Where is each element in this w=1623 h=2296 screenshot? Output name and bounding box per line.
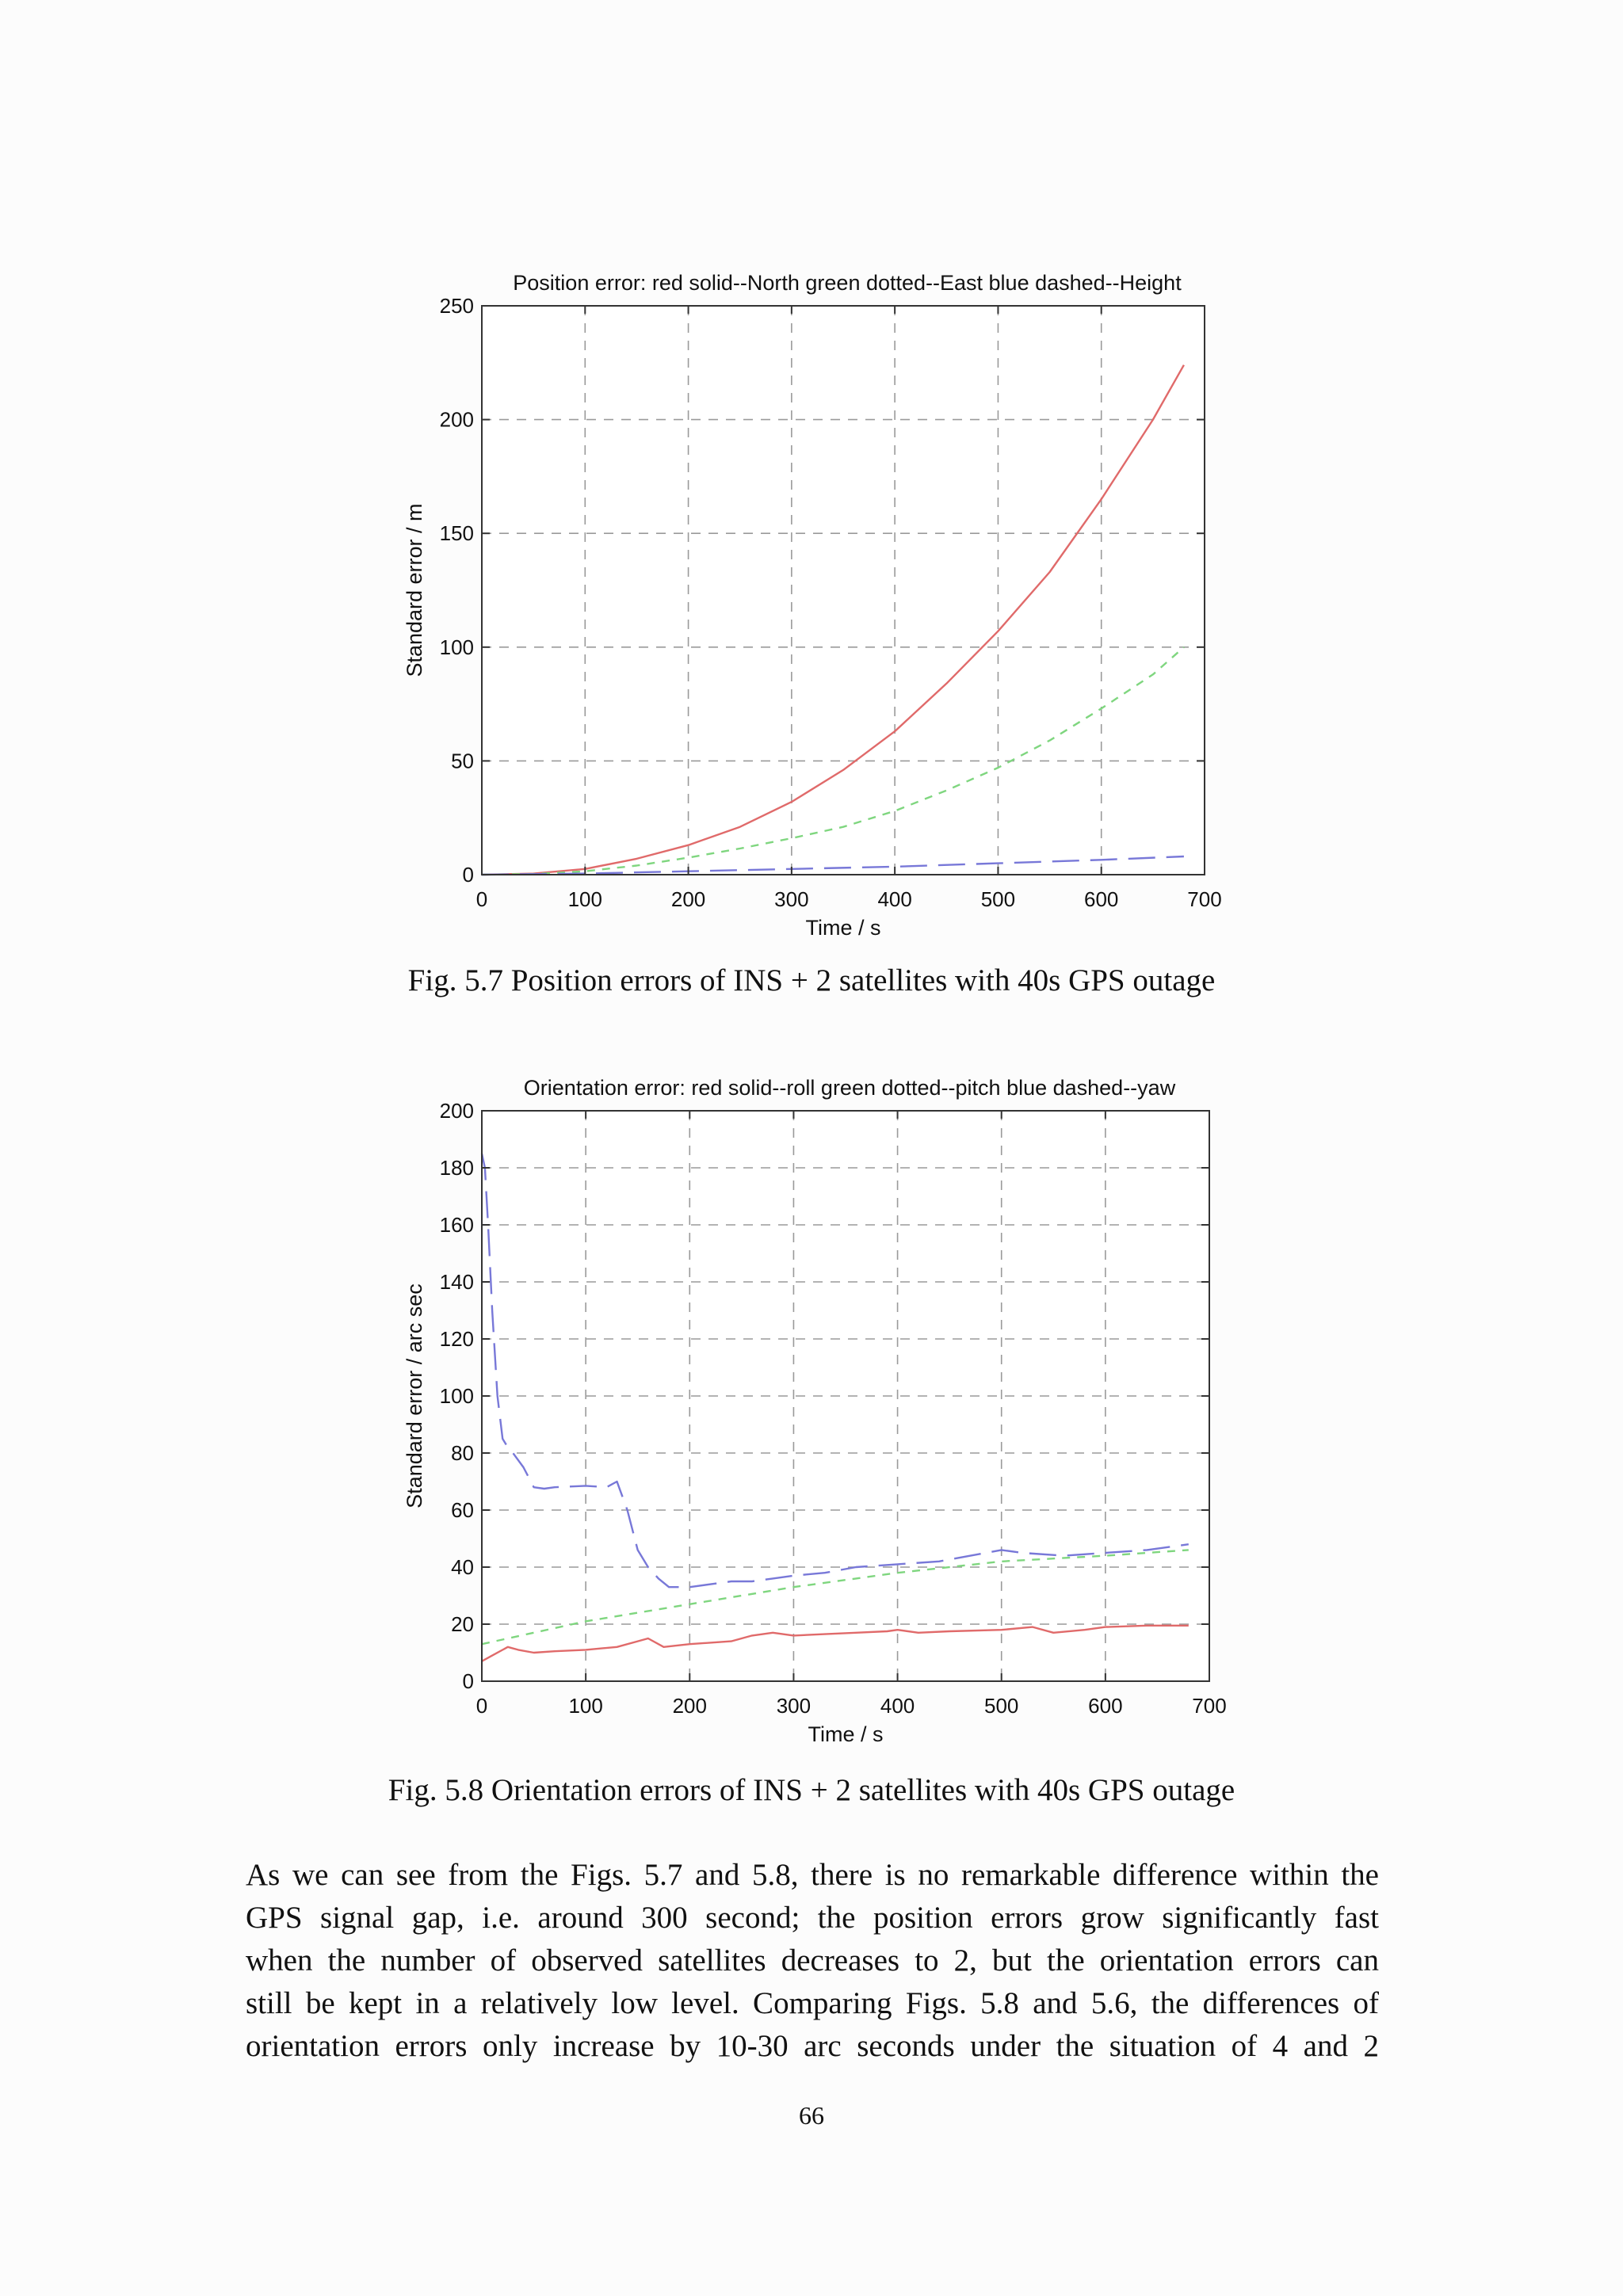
y-tick-label: 20 <box>451 1612 474 1636</box>
x-tick-label: 100 <box>568 1694 603 1718</box>
chart-title: Orientation error: red solid--roll green dotted--pitch blue dashed--yaw <box>523 1076 1176 1100</box>
body-line: As we can see from the Figs. 5.7 and 5.8, there is no remarkable difference within the <box>246 1858 1379 1892</box>
position-error-chart <box>0 254 1623 951</box>
y-tick-label: 100 <box>439 1384 474 1408</box>
x-tick-label: 0 <box>475 887 488 911</box>
y-tick-label: 160 <box>439 1213 474 1237</box>
x-axis-label: Time / s <box>805 916 881 940</box>
body-line: orientation errors only increase by 10-30 arc seconds under the situation of 4 and 2 <box>246 2029 1379 2063</box>
x-tick-label: 600 <box>1084 887 1119 911</box>
x-tick-label: 700 <box>1187 887 1222 911</box>
x-tick-label: 300 <box>776 1694 812 1718</box>
y-tick-label: 80 <box>451 1441 474 1465</box>
body-line: still be kept in a relatively low level. Comparing Figs. 5.8 and 5.6, the differences of <box>246 1986 1379 2020</box>
y-tick-label: 40 <box>451 1555 474 1579</box>
x-tick-label: 300 <box>774 887 809 911</box>
y-tick-label: 0 <box>462 1669 474 1693</box>
y-axis-label: Standard error / m <box>403 503 426 677</box>
figure-caption-5-8: Fig. 5.8 Orientation errors of INS + 2 satellites with 40s GPS outage <box>388 1773 1235 1807</box>
y-tick-label: 180 <box>439 1156 474 1180</box>
x-tick-label: 600 <box>1088 1694 1123 1718</box>
y-tick-label: 100 <box>439 635 474 659</box>
chart-title: Position error: red solid--North green dotted--East blue dashed--Height <box>513 271 1182 295</box>
x-tick-label: 200 <box>670 887 706 911</box>
y-tick-label: 200 <box>439 407 474 432</box>
x-tick-label: 0 <box>475 1694 488 1718</box>
x-tick-label: 500 <box>980 887 1016 911</box>
x-tick-label: 700 <box>1192 1694 1227 1718</box>
body-line: GPS signal gap, i.e. around 300 second; the position errors grow significantly fast <box>246 1901 1379 1935</box>
y-tick-label: 0 <box>462 863 474 887</box>
x-tick-label: 400 <box>880 1694 915 1718</box>
y-axis-label: Standard error / arc sec <box>403 1283 426 1508</box>
orientation-error-chart <box>0 1062 1623 1759</box>
y-tick-label: 140 <box>439 1270 474 1294</box>
y-tick-label: 250 <box>439 294 474 318</box>
page-number: 66 <box>799 2101 824 2130</box>
y-tick-label: 60 <box>451 1498 474 1522</box>
y-tick-label: 50 <box>451 749 474 773</box>
x-tick-label: 400 <box>877 887 912 911</box>
x-tick-label: 200 <box>672 1694 707 1718</box>
y-tick-label: 120 <box>439 1327 474 1351</box>
body-line: when the number of observed satellites decreases to 2, but the orientation errors can <box>246 1943 1379 1978</box>
y-tick-label: 150 <box>439 521 474 546</box>
figure-caption-5-7: Fig. 5.7 Position errors of INS + 2 satellites with 40s GPS outage <box>407 963 1216 997</box>
x-tick-label: 500 <box>984 1694 1019 1718</box>
y-tick-label: 200 <box>439 1099 474 1123</box>
body-paragraph <box>246 1854 1379 2068</box>
x-axis-label: Time / s <box>808 1722 884 1746</box>
x-tick-label: 100 <box>567 887 602 911</box>
plot-area <box>482 306 1205 875</box>
